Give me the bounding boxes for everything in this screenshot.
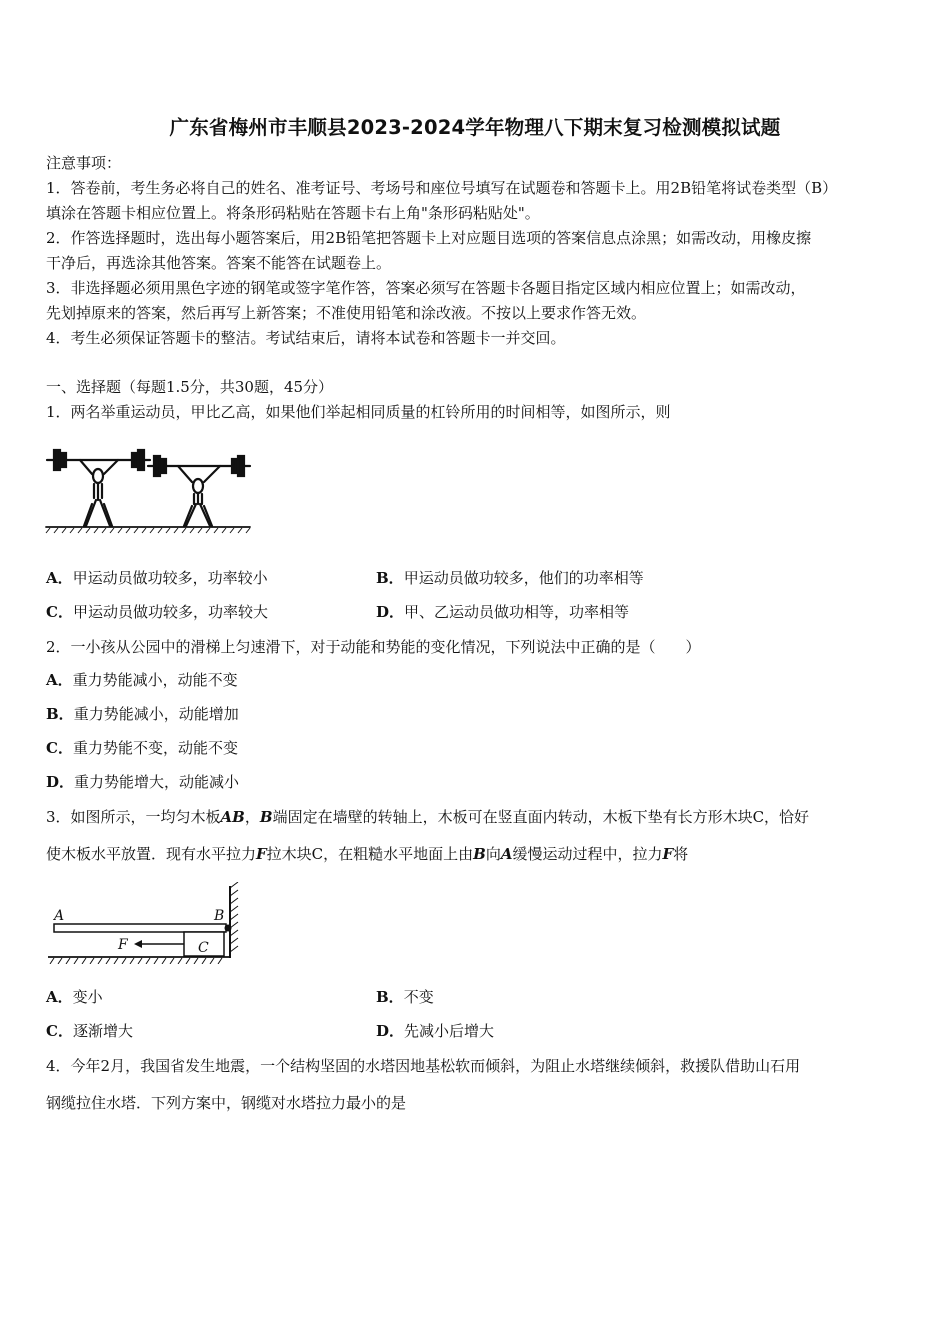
q2-option-c: C．重力势能不变，动能不变 [46, 739, 238, 757]
label-c: C [198, 940, 209, 956]
q3-option-c: C．逐渐增大 [46, 1022, 133, 1040]
notice-line-4: 干净后，再选涂其他答案。答案不能答在试题卷上。 [46, 254, 392, 272]
q2-option-b: B．重力势能减小，动能增加 [46, 705, 239, 723]
notice-line-1: 1．答卷前，考生务必将自己的姓名、准考证号、考场号和座位号填写在试题卷和答题卡上。用2B铅笔将试卷类型（B） [46, 179, 838, 197]
q1-option-b: B．甲运动员做功较多，他们的功率相等 [376, 569, 644, 587]
q4-stem-line-2: 钢缆拉住水塔．下列方案中，钢缆对水塔拉力最小的是 [46, 1094, 407, 1112]
notice-line-3: 2．作答选择题时，选出每小题答案后，用2B铅笔把答题卡上对应题目选项的答案信息点涂黑；如需改动，用橡皮擦 [46, 229, 812, 247]
q1-option-c: C．甲运动员做功较多，功率较大 [46, 603, 268, 621]
label-f: F [118, 937, 128, 953]
q3-stem-line-1: 3．如图所示，一均匀木板AB，B端固定在墙壁的转轴上，木板可在竖直面内转动，木板下垫有长方形木块C，恰好 [46, 808, 810, 826]
q2-option-a: A．重力势能减小，动能不变 [46, 671, 238, 689]
page-title: 广东省梅州市丰顺县2023-2024学年物理八下期末复习检测模拟试题 [169, 116, 781, 139]
q3-option-a: A．变小 [46, 988, 103, 1006]
plank-block-figure [44, 882, 244, 964]
q1-stem: 1．两名举重运动员，甲比乙高，如果他们举起相同质量的杠铃所用的时间相等，如图所示，则 [46, 403, 671, 421]
q3-option-b: B．不变 [376, 988, 434, 1006]
notice-line-5: 3．非选择题必须用黑色字迹的钢笔或签字笔作答，答案必须写在答题卡各题目指定区域内相应位置上；如需改动， [46, 279, 806, 297]
notice-line-6: 先划掉原来的答案，然后再写上新答案；不准使用铅笔和涂改液。不按以上要求作答无效。 [46, 304, 647, 322]
q2-option-d: D．重力势能增大，动能减小 [46, 773, 240, 791]
q3-stem-line-2: 使木板水平放置．现有水平拉力F拉木块C，在粗糙水平地面上由B向A缓慢运动过程中，拉力F将 [46, 845, 689, 863]
q1-option-a: A．甲运动员做功较多，功率较小 [46, 569, 268, 587]
q1-option-d: D．甲、乙运动员做功相等，功率相等 [376, 603, 630, 621]
q2-stem: 2．一小孩从公园中的滑梯上匀速滑下，对于动能和势能的变化情况，下列说法中正确的是（ ） [46, 638, 701, 656]
notice-line-2: 填涂在答题卡相应位置上。将条形码粘贴在答题卡右上角"条形码粘贴处"。 [46, 204, 540, 222]
q3-option-d: D．先减小后增大 [376, 1022, 495, 1040]
weightlifters-figure [44, 442, 254, 534]
label-a: A [54, 908, 65, 924]
notice-line-7: 4．考生必须保证答题卡的整洁。考试结束后，请将本试卷和答题卡一并交回。 [46, 329, 566, 347]
q4-stem-line-1: 4．今年2月，我国省发生地震，一个结构坚固的水塔因地基松软而倾斜，为阻止水塔继续倾斜，救援队借助山石用 [46, 1057, 801, 1075]
notice-heading: 注意事项： [46, 154, 122, 172]
section-heading: 一、选择题（每题1.5分，共30题，45分） [46, 378, 334, 396]
label-b: B [214, 908, 225, 924]
